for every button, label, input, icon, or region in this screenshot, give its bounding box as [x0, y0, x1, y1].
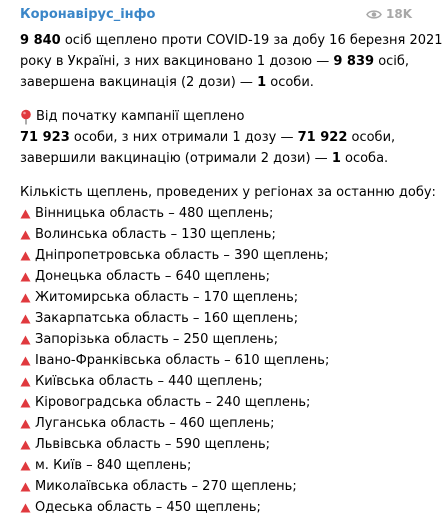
region-label: Івано-Франківська область – 610 щеплень;	[35, 353, 330, 368]
region-label: Житомирська область – 170 щеплень;	[35, 290, 299, 305]
campaign-total: 71 923	[20, 130, 70, 145]
region-label: Кіровоградська область – 240 щеплень;	[35, 395, 311, 410]
region-item	[20, 497, 415, 518]
region-label: Одеська область – 450 щеплень;	[35, 500, 261, 515]
red-triangle-icon	[20, 377, 32, 387]
region-item	[20, 434, 415, 455]
regions-list	[20, 203, 415, 518]
red-triangle-icon	[20, 293, 32, 303]
red-triangle-icon	[20, 356, 32, 366]
region-item	[20, 329, 415, 350]
region-label: Запорізька область – 250 щеплень;	[35, 332, 279, 347]
red-triangle-icon	[20, 251, 32, 261]
campaign-line-3: завершили вакцинацію (отримали 2 дози) — 1 особа.	[20, 148, 415, 169]
message-header	[20, 6, 412, 24]
red-triangle-icon	[20, 335, 32, 345]
region-item	[20, 308, 415, 329]
region-item	[20, 371, 415, 392]
red-triangle-icon	[20, 503, 32, 513]
region-label: Волинська область – 130 щеплень;	[35, 227, 276, 242]
red-triangle-icon	[20, 209, 32, 219]
summary-line-3: завершена вакцинація (2 дози) — 1 особи.	[20, 72, 415, 93]
message-body	[20, 30, 443, 518]
region-label: Закарпатська область – 160 щеплень;	[35, 311, 299, 326]
region-item	[20, 476, 415, 497]
red-triangle-icon	[20, 482, 32, 492]
region-label: Вінницька область – 480 щеплень;	[35, 206, 274, 221]
summary-line-1: 9 840 осіб щеплено проти COVID-19 за добу 16 березня 2021	[20, 30, 415, 51]
daily-dose2: 1	[257, 75, 267, 90]
region-label: м. Київ – 840 щеплень;	[35, 458, 192, 473]
round-pushpin-icon	[20, 109, 34, 125]
region-label: Київська область – 440 щеплень;	[35, 374, 263, 389]
daily-dose1: 9 839	[333, 54, 375, 69]
region-item	[20, 392, 415, 413]
region-item	[20, 287, 415, 308]
red-triangle-icon	[20, 440, 32, 450]
campaign-dose2: 1	[331, 151, 341, 166]
red-triangle-icon	[20, 314, 32, 324]
red-triangle-icon	[20, 272, 32, 282]
region-item	[20, 350, 415, 371]
campaign-line-2: 71 923 особи, з них отримали 1 дозу — 71 922 особи,	[20, 127, 415, 148]
daily-total: 9 840	[20, 33, 61, 48]
region-label: Миколаївська область – 270 щеплень;	[35, 479, 297, 494]
eye-icon	[366, 9, 382, 20]
region-label: Дніпропетровська область – 390 щеплень;	[35, 248, 329, 263]
red-triangle-icon	[20, 230, 32, 240]
region-item	[20, 266, 415, 287]
campaign-dose1: 71 922	[297, 130, 348, 145]
channel-name[interactable]: Коронавірус_інфо	[20, 7, 156, 22]
campaign-line-1: Від початку кампанії щеплено	[20, 106, 415, 127]
region-item	[20, 455, 415, 476]
red-triangle-icon	[20, 419, 32, 429]
region-item	[20, 245, 415, 266]
view-count	[366, 7, 412, 21]
red-triangle-icon	[20, 461, 32, 471]
region-item	[20, 203, 415, 224]
regions-heading: Кількість щеплень, проведених у регіонах за останню добу:	[20, 185, 436, 200]
region-label: Донецька область – 640 щеплень;	[35, 269, 270, 284]
summary-line-2: року в Україні, з них вакциновано 1 дозою — 9 839 осіб,	[20, 51, 415, 72]
region-item	[20, 224, 415, 245]
region-label: Луганська область – 460 щеплень;	[35, 416, 275, 431]
views-value: 18K	[386, 7, 412, 21]
region-label: Львівська область – 590 щеплень;	[35, 437, 271, 452]
red-triangle-icon	[20, 398, 32, 408]
region-item	[20, 413, 415, 434]
